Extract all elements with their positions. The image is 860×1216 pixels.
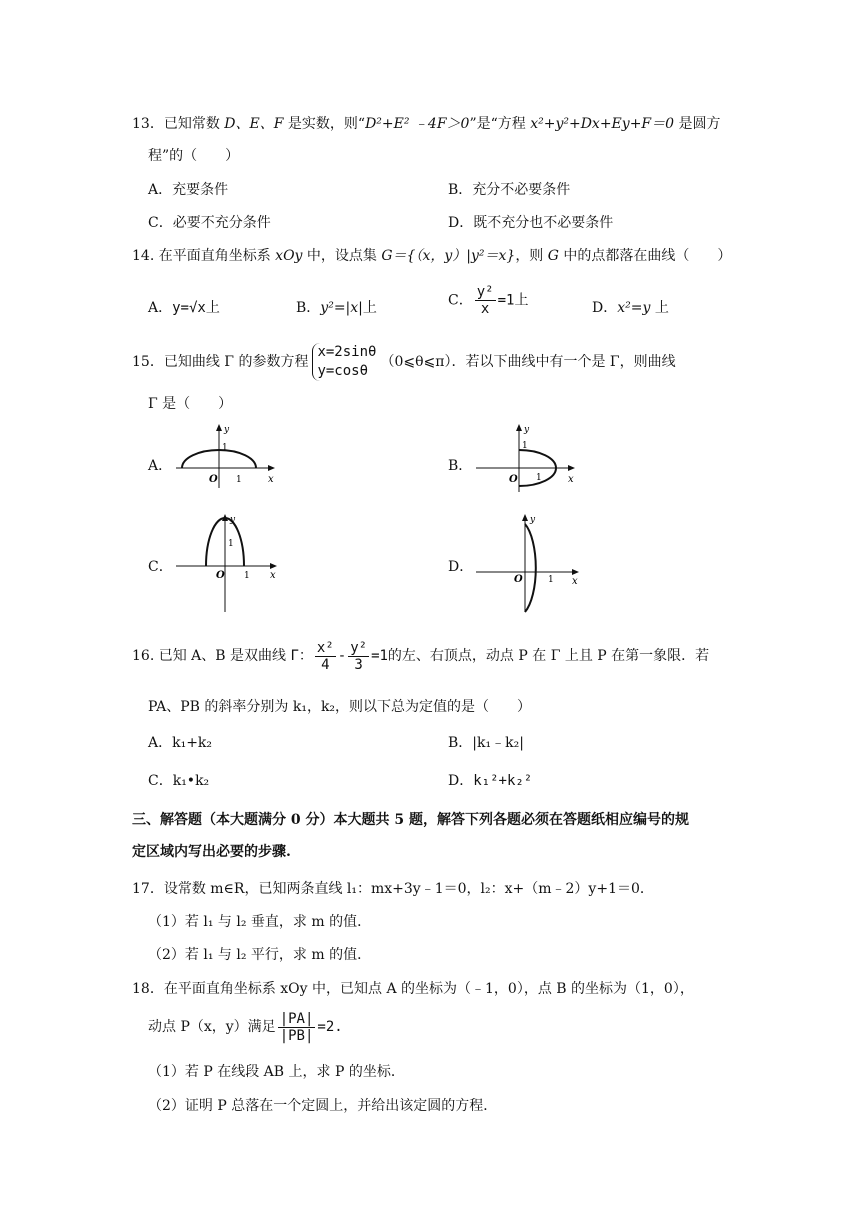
q15-stem-line2: Γ 是（ ） [148, 396, 233, 412]
q13-condition: D²+E² ﹣4F＞0 [365, 116, 470, 132]
q16-option-c[interactable]: C．k₁•k₂ [148, 773, 210, 789]
q14-option-a[interactable] [148, 298, 220, 318]
q14-text-b: 中，设点集 [302, 248, 382, 264]
q16-den1: 4 [321, 656, 330, 673]
q14-option-a-label: A． [148, 300, 173, 316]
q13-text-d: 是圆方 [674, 116, 721, 132]
q14-option-c-label: C． [448, 292, 473, 309]
q14-option-a-math: y=√x [172, 300, 206, 316]
q18-text-line2: 动点 P（x，y）满足 [148, 1019, 276, 1035]
graph-b-origin: O [509, 474, 518, 485]
graph-c-y-label: y [230, 515, 236, 525]
q17-text: 设常数 m∈R，已知两条直线 l₁：mx+3y﹣1＝0，l₂：x+（m﹣2）y+1＝0． [163, 881, 654, 897]
q13-option-a[interactable]: A．充要条件 [148, 182, 229, 198]
q14-option-c-den: x [480, 301, 490, 317]
q16-fraction-2 [348, 640, 369, 673]
graph-a-tick-1: 1 [236, 475, 242, 485]
q15-number: 15． [132, 354, 164, 370]
q16-option-d[interactable] [448, 771, 532, 791]
q18-frac-rhs: =2. [317, 1019, 343, 1035]
q14-text-c: ，则 [515, 248, 548, 264]
q13-option-d[interactable]: D．既不充分也不必要条件 [448, 215, 614, 231]
q17-sub1: （1）若 l₁ 与 l₂ 垂直，求 m 的值． [148, 914, 372, 930]
graph-b-tick-1y: 1 [522, 441, 528, 451]
q14-option-c-rhs: =1 [497, 292, 515, 309]
q15-graph-c[interactable] [172, 512, 284, 614]
q14-xoy: xOy [275, 248, 303, 264]
q14-set: G＝{（x，y）|y²＝x} [381, 248, 516, 264]
q16-rhs: =1 [371, 648, 388, 664]
q13-equation: x²+y²+Dx+Ey+F＝0 [530, 116, 675, 132]
q17-sub2: （2）若 l₁ 与 l₂ 平行，求 m 的值． [148, 947, 372, 963]
q18-stem-line2 [148, 1010, 343, 1044]
q13-text-c: ”是“方程 [469, 116, 531, 132]
graph-d-tick-1: 1 [548, 575, 554, 585]
graph-a-origin: O [209, 474, 218, 485]
q14-text-d: 中的点都落在曲线（ ） [558, 248, 732, 264]
q16-text-b: 的左、右顶点，动点 P 在 Γ 上且 P 在第一象限．若 [387, 648, 710, 664]
q16-option-b[interactable]: B．|k₁﹣k₂| [448, 735, 524, 751]
graph-b-y-label: y [524, 425, 530, 435]
q13-vars: D、E、F [224, 116, 284, 132]
q15-range: （0⩽θ⩽π） [380, 354, 452, 370]
q14-option-b[interactable] [296, 298, 377, 318]
q16-number: 16. [132, 648, 155, 664]
section3-heading-line1: 三、解答题（本大题满分 0 分）本大题共 5 题，解答下列各题必须在答题纸相应编号的规 [132, 812, 689, 828]
q13-option-b[interactable]: B．充分不必要条件 [448, 182, 571, 198]
q14-option-d-math: x²=y [617, 300, 651, 316]
q18-frac-num: |PA| [279, 1010, 314, 1027]
q13-stem-line1 [132, 114, 721, 134]
q14-option-b-label: B． [296, 300, 321, 316]
q14-option-d-tail: 上 [650, 300, 669, 316]
q16-option-d-math: k₁²+k₂² [473, 773, 533, 789]
q14-option-c-fraction [475, 284, 496, 317]
graph-b-tick-1: 1 [536, 473, 542, 483]
q16-gamma: Γ： [290, 648, 313, 664]
section3-heading-line2: 定区域内写出必要的步骤. [132, 844, 291, 860]
q15-option-b-label[interactable]: B． [448, 458, 473, 474]
q17-number: 17． [132, 881, 164, 897]
q16-den2: 3 [354, 656, 363, 673]
graph-c-tick-1y: 1 [228, 539, 234, 549]
q15-stem [132, 342, 676, 382]
graph-c-origin: O [216, 570, 225, 581]
q15-option-a-label[interactable]: A． [148, 458, 173, 474]
q15-param-y: y=cosθ [317, 363, 369, 379]
q18-text: 在平面直角坐标系 xOy 中，已知点 A 的坐标为（﹣1，0），点 B 的坐标为（1，0）， [163, 981, 694, 997]
q15-option-c-label[interactable]: C． [148, 559, 173, 575]
q16-option-d-label: D． [448, 773, 474, 789]
q18-stem [132, 979, 694, 999]
graph-b-x-label: x [568, 474, 574, 485]
q14-option-b-tail: 上 [362, 300, 377, 316]
q16-stem-line2: PA、PB 的斜率分别为 k₁，k₂，则以下总为定值的是（ ） [148, 699, 532, 715]
q15-param-system [312, 343, 376, 381]
q15-text-b: ．若以下曲线中有一个是 Γ，则曲线 [451, 354, 676, 370]
q16-num1: x² [316, 639, 334, 656]
q14-option-a-tail: 上 [205, 300, 220, 316]
q18-sub2: （2）证明 P 总落在一个定圆上，并给出该定圆的方程． [148, 1098, 498, 1114]
q13-stem-line2: 程”的（ ） [148, 148, 240, 164]
graph-a-x-label: x [268, 474, 274, 485]
q15-graph-a[interactable] [172, 422, 282, 492]
graph-d-x-label: x [572, 576, 578, 587]
q15-option-d-label[interactable]: D． [448, 559, 474, 575]
q15-graph-b[interactable] [472, 422, 582, 494]
q14-option-c-tail: 上 [514, 292, 529, 309]
q18-sub1: （1）若 P 在线段 AB 上，求 P 的坐标． [148, 1064, 405, 1080]
q16-minus: - [337, 648, 347, 664]
q14-option-d[interactable] [592, 298, 669, 318]
q14-option-d-label: D． [592, 300, 618, 316]
q16-fraction-1 [315, 640, 336, 673]
graph-a-tick-1y: 1 [222, 443, 228, 453]
q13-text-b: 是实数，则“ [283, 116, 366, 132]
graph-c-x-label: x [270, 570, 276, 581]
q13-option-c[interactable]: C．必要不充分条件 [148, 215, 271, 231]
q14-stem [132, 246, 731, 266]
graph-d-origin: O [514, 574, 523, 585]
q14-option-c-num: y² [476, 284, 494, 300]
q14-g: G [547, 248, 559, 264]
q16-stem [132, 638, 709, 674]
q13-number: 13． [132, 116, 164, 132]
q14-option-c[interactable] [448, 284, 528, 317]
q16-option-a[interactable]: A．k₁+k₂ [148, 735, 213, 751]
graph-c-tick-1: 1 [244, 571, 250, 581]
q16-text-a: 已知 A、B 是双曲线 [154, 648, 291, 664]
q14-text-a: 在平面直角坐标系 [154, 248, 276, 264]
q18-number: 18． [132, 981, 164, 997]
q15-param-x: x=2sinθ [317, 344, 377, 360]
q18-fraction [278, 1011, 316, 1044]
q15-graph-d[interactable] [472, 512, 584, 614]
graph-a-y-label: y [224, 425, 230, 435]
q16-num2: y² [350, 639, 368, 656]
q18-frac-den: |PB| [279, 1027, 314, 1044]
q13-text-a: 已知常数 [163, 116, 225, 132]
q17-stem [132, 879, 654, 899]
q15-text-a: 已知曲线 Γ 的参数方程 [163, 354, 309, 370]
q14-option-b-math: y²=|x| [320, 300, 363, 316]
graph-d-y-label: y [530, 515, 536, 525]
q14-number: 14. [132, 248, 155, 264]
